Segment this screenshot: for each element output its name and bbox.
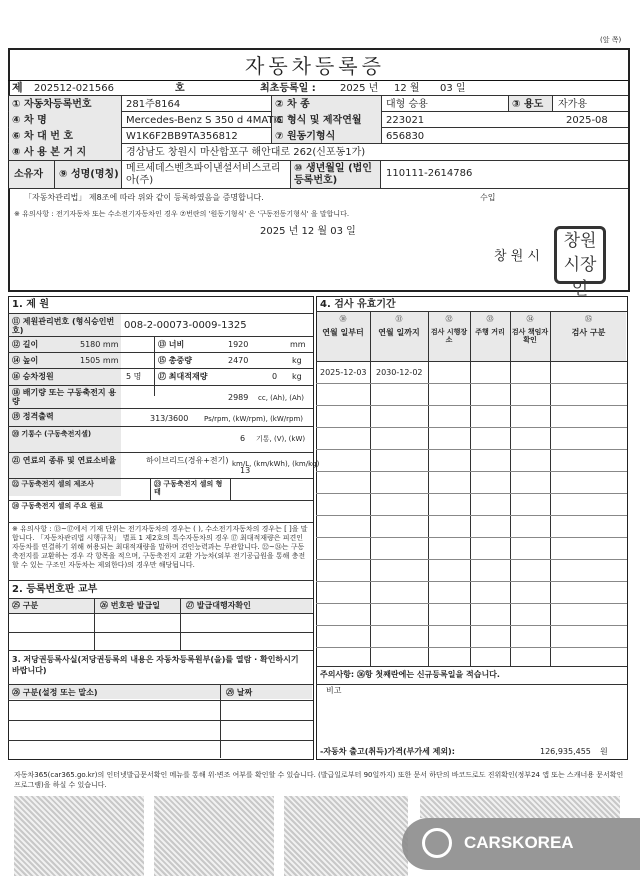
inspection-row-line: [316, 449, 627, 450]
stamp-fee-label: 수입: [480, 193, 496, 202]
inspection-row-line: [316, 603, 627, 604]
birth-label: ⑩ 생년월일 (법인등록번호): [294, 163, 372, 186]
first-reg-year: 2025 년: [340, 83, 379, 94]
issuer-name: 창 원 시: [494, 249, 540, 264]
barcode-3: [284, 796, 408, 876]
length-label: ⑫ 길이: [12, 340, 39, 349]
official-seal: 창원 시장인: [554, 226, 606, 284]
disp-value: 2989: [228, 393, 249, 402]
vin-label: ⑥ 차 대 번 호: [12, 131, 74, 142]
fuel-label: ㉑ 연료의 종류 및 연료소비율: [12, 456, 117, 465]
inspection-note: 주의사항: ㊱항 첫째란에는 신규등록일을 적습니다.: [320, 670, 500, 679]
inspection-header-label: 검사 구분: [571, 328, 606, 337]
right-frame: [316, 296, 628, 760]
inspection-row-line: [316, 471, 627, 472]
doc-number: 202512-021566: [34, 83, 114, 94]
page-side-label: (앞 쪽): [600, 36, 622, 44]
inspection-col-divider: [428, 311, 429, 666]
power-value: 313/3600: [150, 414, 189, 423]
use-value: 자가용: [558, 99, 587, 110]
seats-value: 5 명: [126, 372, 142, 381]
weight-label: ⑮ 총중량: [158, 356, 192, 365]
verification-notice: 자동차365(car365.go.kr)의 인터넷발급문서확인 메뉴를 통해 위·변조 여부를 확인할 수 있습니다. (발급일로부터 90일까지) 또한 문서 하단의 바코드로도 진위확인(정부24 앱 또는 스캐너용 문서확인 프로그램)을 하실 수 있습니다.: [14, 771, 624, 789]
fuel-eff-value: 13: [240, 466, 251, 475]
fuel-eff-unit: km/L, (km/kWh), (km/kg): [232, 460, 320, 468]
lien-col-date: ㉙ 날짜: [226, 688, 253, 697]
width-value: 1920: [228, 340, 249, 349]
inspection-row-line: [316, 559, 627, 560]
inspection-header-label: 연월 일까지: [378, 328, 420, 337]
inspection-row-line: [316, 427, 627, 428]
no-label: 제: [12, 81, 23, 94]
load-label: ⑰ 최대적재량: [158, 372, 208, 381]
power-label: ⑲ 정격출력: [12, 412, 54, 421]
location-value: 경상남도 창원시 마산합포구 해안대로 262(신포동1가): [126, 147, 366, 158]
weight-value: 2470: [228, 356, 249, 365]
kind-label: ② 차 종: [275, 99, 310, 110]
power-unit: Ps/rpm, (kW/rpm), (kW/rpm): [204, 415, 304, 423]
insp-row1-to: 2030-12-02: [376, 368, 423, 377]
battery-maker-label: ㉒ 구동축전지 셀의 제조사: [12, 480, 94, 488]
car-name-label: ④ 차 명: [12, 115, 47, 126]
first-reg-month: 12 월: [394, 83, 420, 94]
specs-title: 1. 제 원: [12, 299, 50, 310]
battery-material-label: ㉔ 구동축전지 셀의 주요 원료: [12, 502, 104, 510]
law-statement: 「자동차관리법」 제8조에 따라 위와 같이 등록하였음을 증명합니다.: [24, 193, 264, 202]
car-name-value: Mercedes-Benz S 350 d 4MATIC: [126, 115, 284, 126]
inspection-row-line: [316, 515, 627, 516]
fuel-type-value: 하이브리드(경유+전기): [146, 456, 229, 465]
mgmt-value: 008-2-00073-0009-1325: [124, 320, 247, 331]
owner-name-value: 메르세데스벤츠파이낸셜서비스코리아(주): [126, 163, 281, 186]
model-value: 223021: [386, 115, 425, 126]
logo-mark-icon: [422, 828, 452, 858]
inspection-header-label: 연월 일부터: [322, 328, 364, 337]
price-unit: 원: [600, 747, 608, 756]
weight-unit: kg: [292, 356, 302, 365]
cyl-value: 6: [240, 434, 246, 443]
first-reg-day: 03 일: [440, 83, 466, 94]
inspection-row-line: [316, 581, 627, 582]
first-reg-label: 최초등록일 :: [260, 83, 316, 94]
lien-title: 3. 저당권등록사실(저당권등록의 내용은 자동차등록원부(을)를 열람 · 확인하시기 바랍니다): [12, 655, 299, 676]
plate-col-type: ㉕ 구분: [12, 601, 39, 610]
load-value: 0: [272, 372, 278, 381]
inspection-row-line: [316, 405, 627, 406]
inspection-row-line: [316, 537, 627, 538]
carskorea-watermark: [402, 818, 640, 870]
inspection-col-divider: [550, 311, 551, 666]
inspection-header-label: 검사 시행장소: [430, 328, 468, 345]
disp-unit: cc, (Ah), (Ah): [258, 394, 304, 402]
model-date: 2025-08: [566, 115, 608, 126]
inspection-header-num: ㉚: [339, 315, 347, 323]
cyl-unit: 기통, (V), (kW): [256, 435, 306, 443]
inspection-row-line: [316, 647, 627, 648]
birth-value: 110111-2614786: [386, 168, 473, 179]
lien-col-type: ㉘ 구분(설정 또는 말소): [12, 688, 98, 697]
remarks-label: 비고: [326, 686, 342, 695]
inspection-header-label: 검사 책임자 확인: [511, 328, 549, 345]
barcode-2: [154, 796, 274, 876]
barcode-1: [14, 796, 144, 876]
caution-note: ※ 유의사항 : 전기자동차 또는 수소전기자동차인 경우 ⑦번란의 '원동기형식' 은 '구동전동기형식' 을 말합니다.: [14, 210, 350, 218]
length-value: 5180 mm: [80, 340, 119, 349]
price-value: 126,935,455: [540, 747, 591, 756]
inspection-header-num: ㉜: [445, 315, 453, 323]
kind-value: 대형 승용: [386, 99, 428, 110]
inspection-row-line: [316, 383, 627, 384]
battery-shape-label: ㉓ 구동축전지 셀의 형태: [154, 480, 223, 497]
inspection-row-line: [316, 493, 627, 494]
vin-value: W1K6F2BB9TA356812: [126, 131, 238, 142]
ho-label: 호: [175, 83, 185, 94]
inspection-header-num: ㉝: [486, 315, 494, 323]
reg-no-value: 281주8164: [126, 99, 181, 110]
inspection-title: 4. 검사 유효기간: [320, 299, 396, 310]
inspection-header-num: ㉛: [395, 315, 403, 323]
inspection-header-label: 주행 거리: [475, 328, 505, 336]
owner-name-label: ⑨ 성명(명칭): [59, 169, 119, 180]
disp-label: ⑱ 배기량 또는 구동축전지 용량: [12, 388, 117, 407]
barcode-4: [420, 796, 620, 818]
engine-value: 656830: [386, 131, 425, 142]
plate-col-date: ㉖ 번호판 발급일: [100, 601, 160, 610]
owner-label: 소유자: [14, 169, 43, 180]
reg-no-label: ① 자동차등록번호: [12, 99, 92, 110]
load-unit: kg: [292, 372, 302, 381]
mgmt-label: ⑪ 제원관리번호 (형식승인번호): [12, 317, 115, 336]
price-label: -자동차 출고(취득)가격(부가세 제외):: [320, 747, 455, 756]
engine-label: ⑦ 원동기형식: [275, 131, 336, 142]
width-label: ⑬ 너비: [158, 340, 185, 349]
plate-title: 2. 등록번호판 교부: [12, 584, 98, 595]
specs-footnote: ※ 유의사항 : ⑬~⑰에서 기재 단위는 전기자동차의 경우는 ( ), 수소전기자동차의 경우는 [ ]을 말합니다. 「자동차관리법 시행규칙」 별표 1 제2호의 특수자동차의 경우 ⑰ 최대적재량은 피견인자동차를 연결하기 위해 허용되는 최대적재량을 말하며 견인능력과는 무관합니다. ㉒~㉔는 구동축전지를 교환하는 경우 각 항목을 적으며, 구동축전지 교환 가능차(외부 전기공급원을 통해 충전할 수 있는 구조인 자동차는 제외한다)의 경우만 해당됩니다.: [12, 525, 308, 570]
inspection-header-num: ㉞: [526, 315, 534, 323]
location-label: ⑧ 사 용 본 거 지: [12, 147, 87, 158]
inspection-header-num: ㉟: [585, 315, 592, 323]
plate-col-agent: ㉗ 발급대행자확인: [186, 601, 251, 610]
inspection-col-divider: [370, 311, 371, 666]
issue-date: 2025 년 12 월 03 일: [260, 226, 356, 237]
height-label: ⑭ 높이: [12, 356, 39, 365]
logo-text: CARSKOREA: [464, 833, 574, 852]
width-unit: mm: [290, 340, 306, 349]
insp-row1-from: 2025-12-03: [320, 368, 367, 377]
model-label: ⑤ 형식 및 제작연월: [275, 115, 362, 126]
document-title: 자동차등록증: [245, 54, 385, 78]
inspection-row-line: [316, 625, 627, 626]
seats-label: ⑯ 승차정원: [12, 372, 54, 381]
inspection-col-divider: [470, 311, 471, 666]
inspection-col-divider: [510, 311, 511, 666]
use-label: ③ 용도: [512, 99, 544, 110]
cyl-label: ⑳ 기통수 (구동축전지셀): [12, 430, 92, 438]
height-value: 1505 mm: [80, 356, 119, 365]
